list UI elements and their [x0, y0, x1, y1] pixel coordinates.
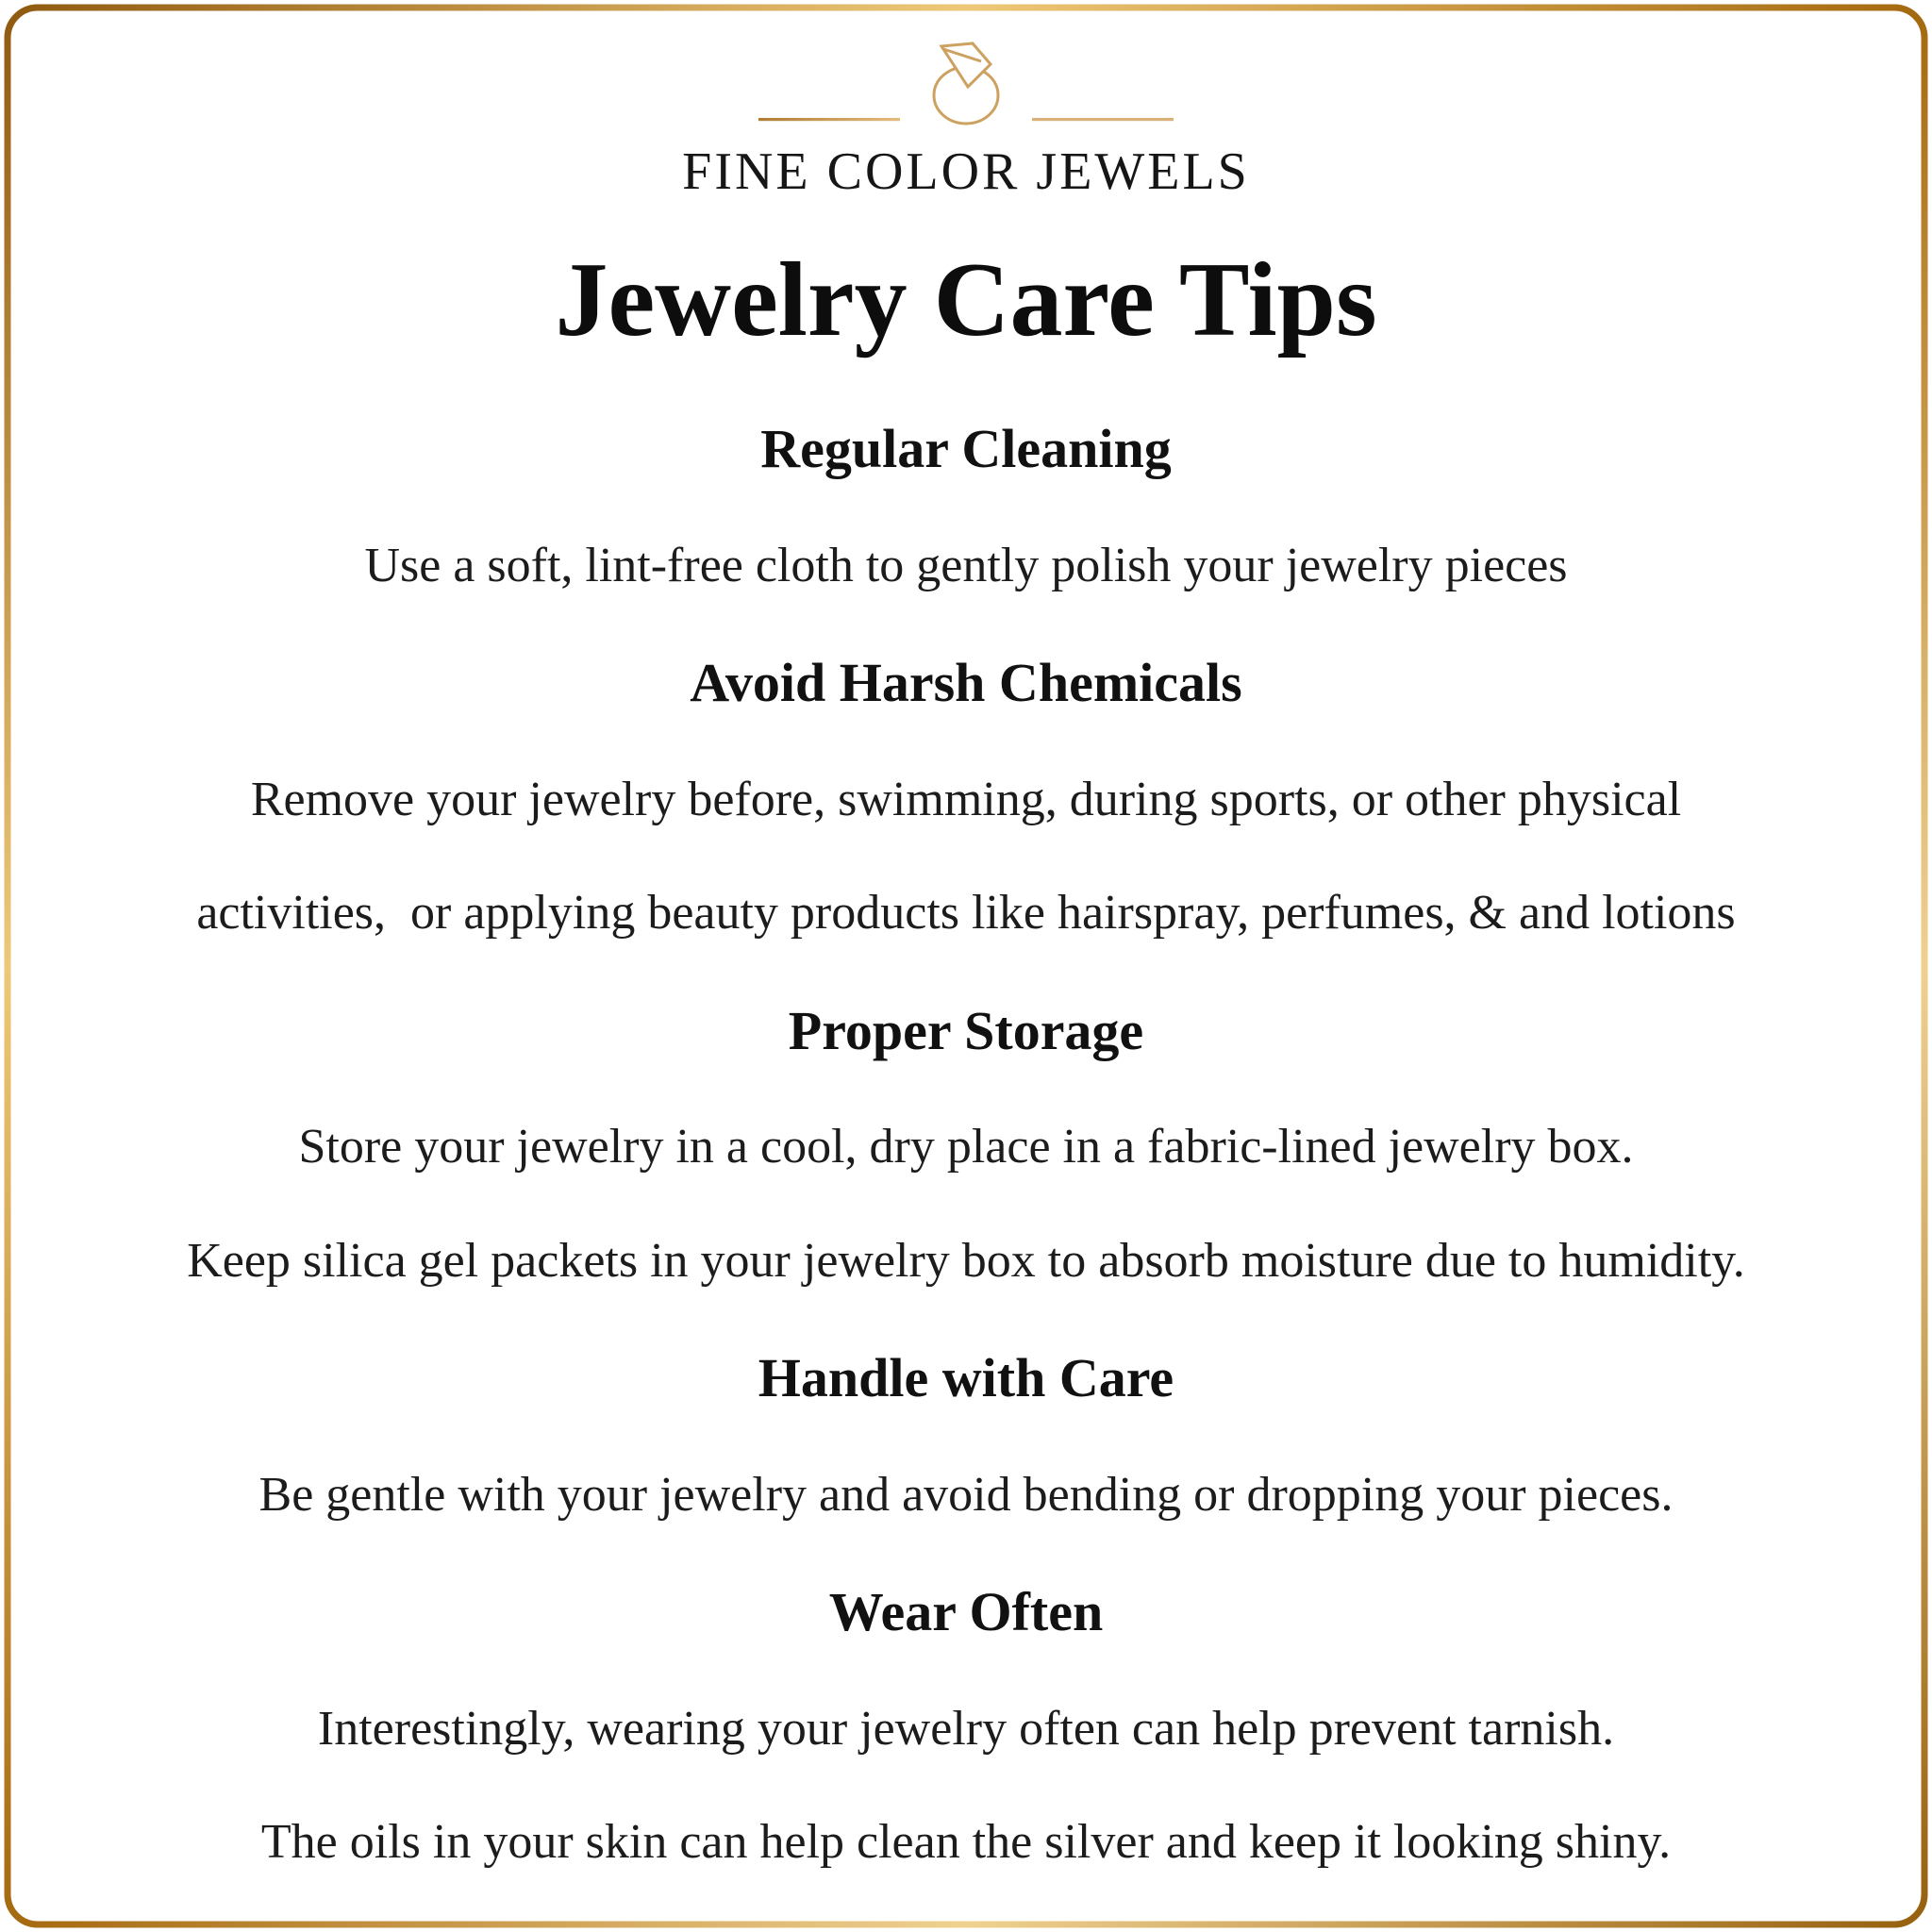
- tip-heading-regular-cleaning: Regular Cleaning: [760, 418, 1172, 480]
- tip-heading-proper-storage: Proper Storage: [788, 999, 1144, 1061]
- tip-line: Remove your jewelry before, swimming, during sports, or other physical: [250, 772, 1682, 826]
- diamond-ring-logo-icon: [702, 32, 1230, 136]
- tip-line: activities, or applying beauty products like hairspray, perfumes, & and lotions: [196, 886, 1736, 941]
- tip-heading-avoid-harsh-chemicals: Avoid Harsh Chemicals: [690, 652, 1242, 714]
- tip-line: Be gentle with your jewelry and avoid bending or dropping your pieces.: [258, 1467, 1674, 1522]
- brand-name: FINE COLOR JEWELS: [682, 142, 1250, 201]
- tip-line: Interestingly, wearing your jewelry often can help prevent tarnish.: [317, 1701, 1615, 1756]
- tips-list: [89, 416, 1843, 1872]
- left-rule: [758, 118, 900, 121]
- tip-heading-handle-with-care: Handle with Care: [758, 1346, 1174, 1408]
- right-rule: [1032, 118, 1174, 121]
- tip-line: Use a soft, lint-free cloth to gently polish your jewelry pieces: [364, 538, 1568, 592]
- page-title: Jewelry Care Tips: [555, 242, 1377, 359]
- tip-line: Store your jewelry in a cool, dry place in a fabric-lined jewelry box.: [298, 1120, 1634, 1174]
- brand-logo: [702, 32, 1230, 136]
- tip-heading-wear-often: Wear Often: [828, 1580, 1104, 1642]
- tip-line: Keep silica gel packets in your jewelry box to absorb moisture due to humidity.: [187, 1233, 1745, 1288]
- tip-line: The oils in your skin can help clean the silver and keep it looking shiny.: [260, 1814, 1672, 1869]
